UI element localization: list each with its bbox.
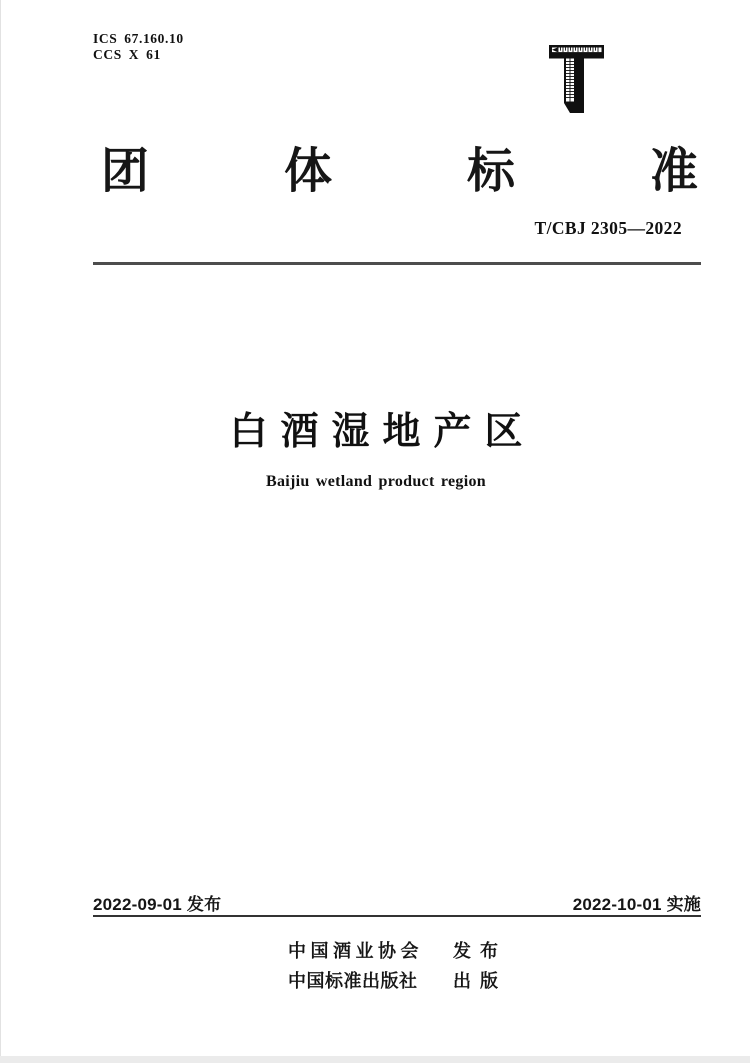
publisher-row: [288, 936, 500, 966]
heading-char: 体: [283, 145, 332, 198]
implementation-date: 2022-10-01 实施: [572, 895, 701, 914]
heading-char: 标: [466, 145, 515, 198]
date-row: [93, 890, 701, 915]
press-row: [288, 966, 500, 996]
publisher-name: 中国酒业协会: [288, 941, 423, 961]
press-action-label: 出 版: [452, 971, 500, 991]
document-title-cn: 白酒湿地产区: [229, 411, 536, 453]
heading-char: 团: [101, 145, 150, 198]
bottom-divider-rule: [93, 915, 701, 917]
press-name: 中国标准出版社: [288, 971, 418, 991]
standard-type-heading: [101, 146, 698, 198]
publisher-block: [288, 936, 500, 996]
issue-date: 2022-09-01 发布: [93, 895, 222, 914]
ccs-code: CCS X 61: [93, 47, 161, 62]
group-standard-t-logo-icon: [549, 45, 604, 113]
publish-action-label: 发 布: [452, 941, 500, 961]
standard-number: T/CBJ 2305—2022: [534, 218, 682, 238]
document-title-en: Baijiu wetland product region: [266, 473, 486, 490]
ics-code: ICS 67.160.10: [93, 31, 184, 46]
classification-codes: [93, 31, 184, 63]
heading-char: 准: [649, 145, 698, 198]
top-divider-rule: [93, 262, 701, 265]
